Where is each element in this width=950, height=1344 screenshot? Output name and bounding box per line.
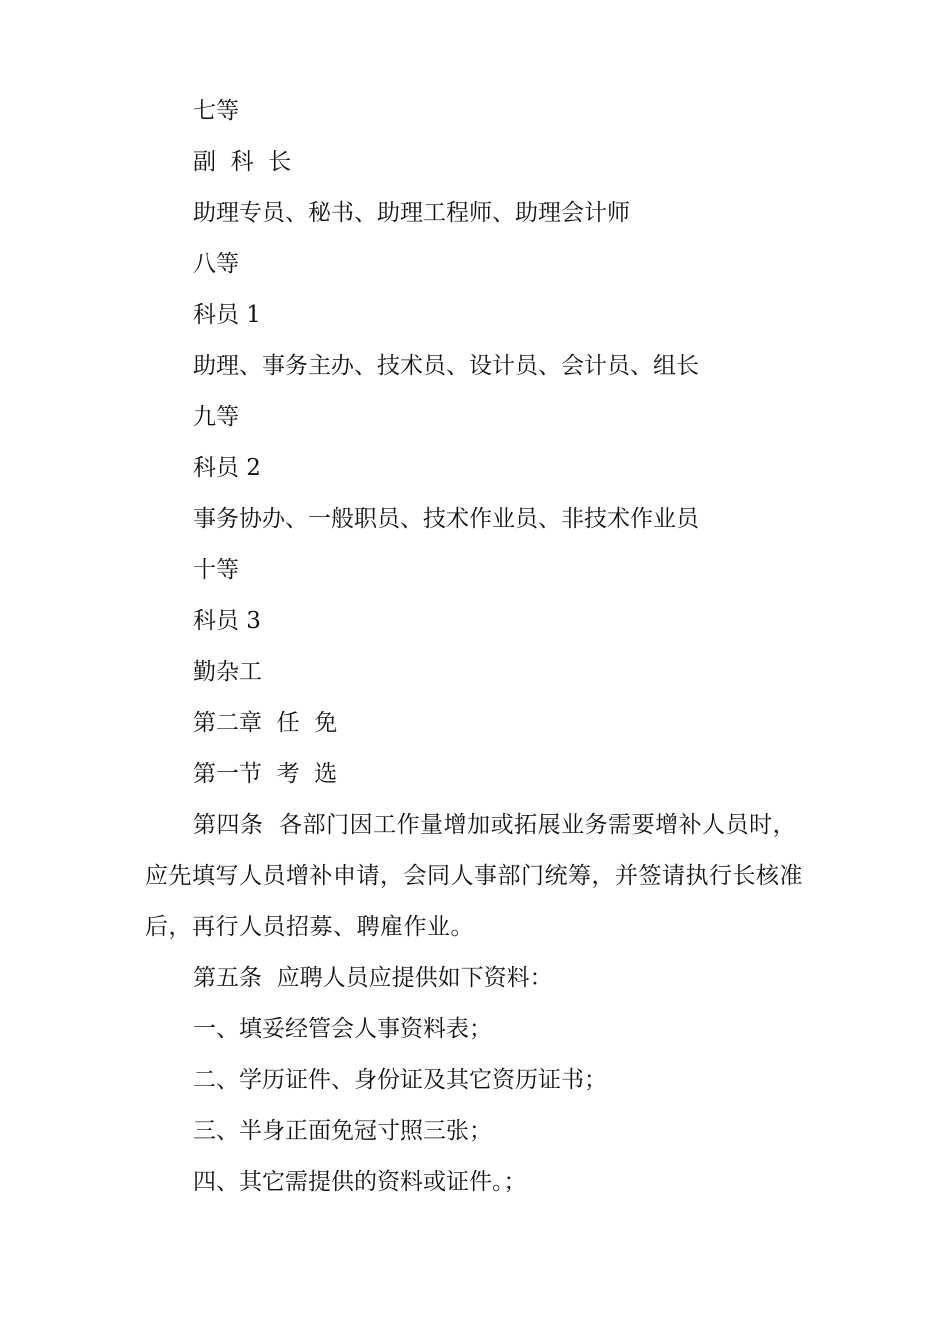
grade-10-rank: 科员 3 [193, 608, 261, 634]
article-4 [145, 800, 810, 953]
grade-10-positions: 勤杂工 [193, 659, 262, 685]
grade-10-title: 十等 [193, 557, 239, 583]
section-1-heading: 第一节 考 选 [193, 761, 338, 787]
grade-8-positions: 助理、事务主办、技术员、设计员、会计员、组长 [193, 353, 699, 379]
grade-8-title: 八等 [193, 251, 239, 277]
article-5-heading: 第五条 应聘人员应提供如下资料： [193, 965, 553, 991]
article-5-item-1: 一、填妥经管会人事资料表； [193, 1016, 492, 1042]
grade-9-rank: 科员 2 [193, 455, 261, 481]
grade-9-title: 九等 [193, 404, 239, 430]
grade-9-positions: 事务协办、一般职员、技术作业员、非技术作业员 [193, 506, 699, 532]
article-4-line-1: 第四条 各部门因工作量增加或拓展业务需要增补人员时， [193, 812, 797, 838]
grade-7-rank: 副 科 长 [193, 149, 292, 175]
article-5-item-4: 四、其它需提供的资料或证件。； [193, 1169, 527, 1195]
grade-7-title: 七等 [193, 98, 239, 124]
article-5-item-3: 三、半身正面免冠寸照三张； [193, 1118, 492, 1144]
document-page [145, 86, 810, 1208]
article-4-line-2: 应先填写人员增补申请，会同人事部门统筹，并签请执行长核准 [145, 863, 803, 889]
grade-7-positions: 助理专员、秘书、助理工程师、助理会计师 [193, 200, 630, 226]
grade-8-rank: 科员 1 [193, 302, 261, 328]
chapter-2-heading: 第二章 任 免 [193, 710, 338, 736]
article-5-item-2: 二、学历证件、身份证及其它资历证书； [193, 1067, 607, 1093]
article-4-line-3: 后，再行人员招募、聘雇作业。 [145, 914, 474, 940]
